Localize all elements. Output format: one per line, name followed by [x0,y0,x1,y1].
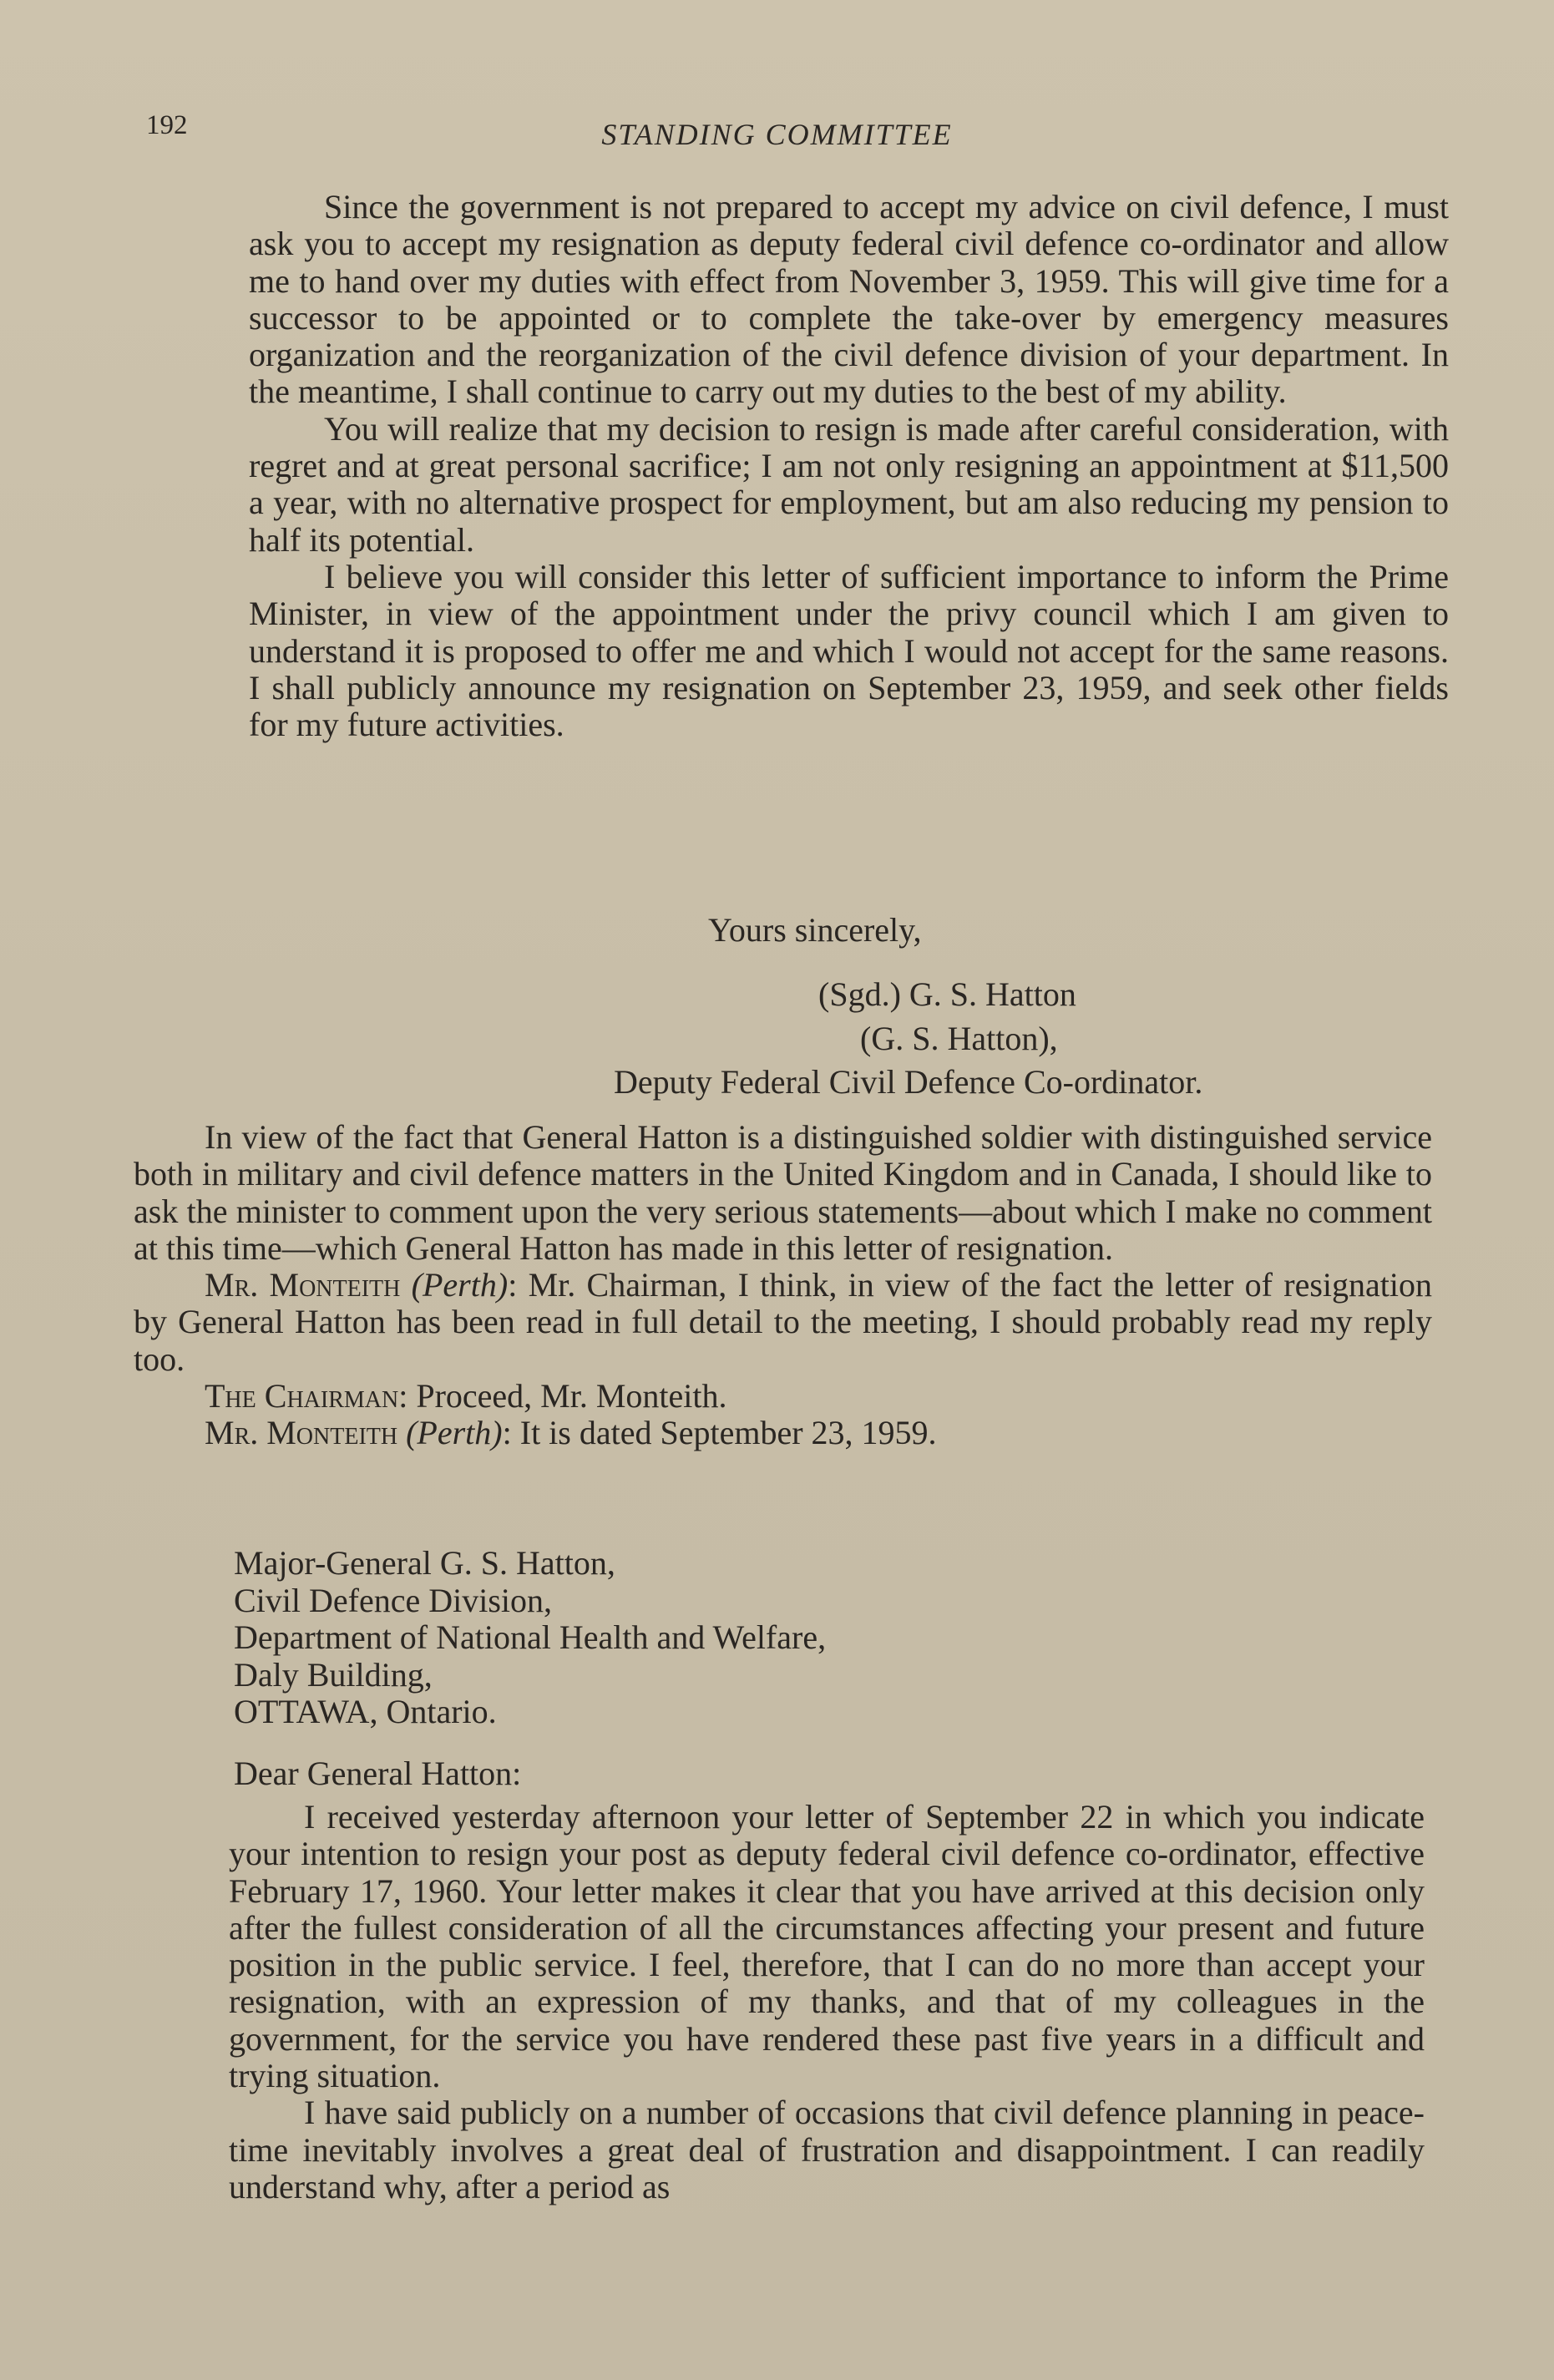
letter-paragraph: You will realize that my decision to resign is made after careful consideration, with regret and at great personal sacrifice; I am not only resigning an appointment at $11,500 a year, with no alternative prospect for employment, but am also reducing my pension to half its potential. [249,409,1449,559]
speaker-name: Mr. Monteith [205,1414,398,1452]
address-line: Department of National Health and Welfare, [234,1618,827,1656]
speaker-name: Mr. Monteith [205,1266,401,1304]
letter-signature: (Sgd.) G. S. Hatton [818,975,1076,1013]
reply-salutation: Dear General Hatton: [234,1755,522,1792]
letter-signer-title: Deputy Federal Civil Defence Co-ordinator. [614,1063,1203,1101]
reply-address-block [234,1545,826,1731]
speaker-riding: (Perth) [406,1414,503,1452]
address-line: OTTAWA, Ontario. [234,1693,497,1730]
address-line: Civil Defence Division, [234,1581,553,1619]
proceedings-paragraph: The Chairman: Proceed, Mr. Monteith. [205,1377,727,1415]
proceedings-paragraph: Mr. Monteith (Perth): Mr. Chairman, I think, in view of the fact the letter of resignation by General Hatton has been read in full detail to the meeting, I should probably read my reply too. [134,1266,1433,1378]
speech-text: It is dated September 23, 1959. [519,1414,937,1452]
proceedings-text [134,1119,1432,1452]
reply-letter-body [229,1799,1425,2205]
speaker-riding: (Perth) [411,1266,509,1304]
address-line: Daly Building, [234,1655,433,1694]
letter-closing: Yours sincerely, [708,911,922,949]
letter-paragraph: I believe you will consider this letter of sufficient importance to inform the Prime Minister, in view of the appointment under the privy council which I am given to understand it is proposed to offer me and which I would not accept for the same reasons. I shall publicly announce my resignation on September 23, 1959, and seek other fields for my future activities. [249,557,1449,744]
letter-paragraph: Since the government is not prepared to accept my advice on civil defence, I must ask you to accept my resignation as deputy federal civil defence co-ordinator and allow me to hand over my duties with effect from November 3, 1959. This will give time for a successor to be appointed or to complete the take-over by emergency measures organization and the reorganization of the civil defence division of your department. In the meantime, I shall continue to carry out my duties to the best of my ability. [249,188,1449,411]
letter-paragraph: I have said publicly on a number of occasions that civil defence planning in peace-time inevitably involves a great deal of frustration and disappointment. I can readily understand why, after a period as [229,2094,1425,2205]
resignation-letter-body [249,189,1449,743]
letter-signer-name: (G. S. Hatton), [860,1020,1058,1057]
address-line: Major-General G. S. Hatton, [234,1544,615,1582]
proceedings-paragraph: In view of the fact that General Hatton is a distinguished soldier with distinguished service both in military and civil defence matters in the United Kingdom and in Canada, I should like to ask the minister to comment upon the very serious statements—about which I make no comment at this time—which General Hatton has made in this letter of resignation. [134,1118,1432,1267]
page-number: 192 [146,110,188,140]
speech-text: Mr. Chairman, I think, in view of the fact the letter of resignation by General Hatton has been read in full detail to the meeting, I should probably read my reply too. [134,1266,1433,1378]
speech-text: Proceed, Mr. Monteith. [416,1377,727,1415]
speaker-name: The Chairman [205,1377,399,1415]
letter-paragraph: I received yesterday afternoon your letter of September 22 in which you indicate your intention to resign your post as deputy federal civil defence co-ordinator, effective February 17, 1960. Your letter makes it clear that you have arrived at this decision only after the fullest consideration of all the circumstances affecting your present and future position in the public service. I feel, therefore, that I can do no more than accept your resignation, with an expression of my thanks, and that of my colleagues in the government, for the service you have rendered these past five years in a difficult and trying situation. [229,1798,1425,2095]
proceedings-paragraph: Mr. Monteith (Perth): It is dated September 23, 1959. [205,1414,937,1452]
running-head: STANDING COMMITTEE [601,118,953,151]
